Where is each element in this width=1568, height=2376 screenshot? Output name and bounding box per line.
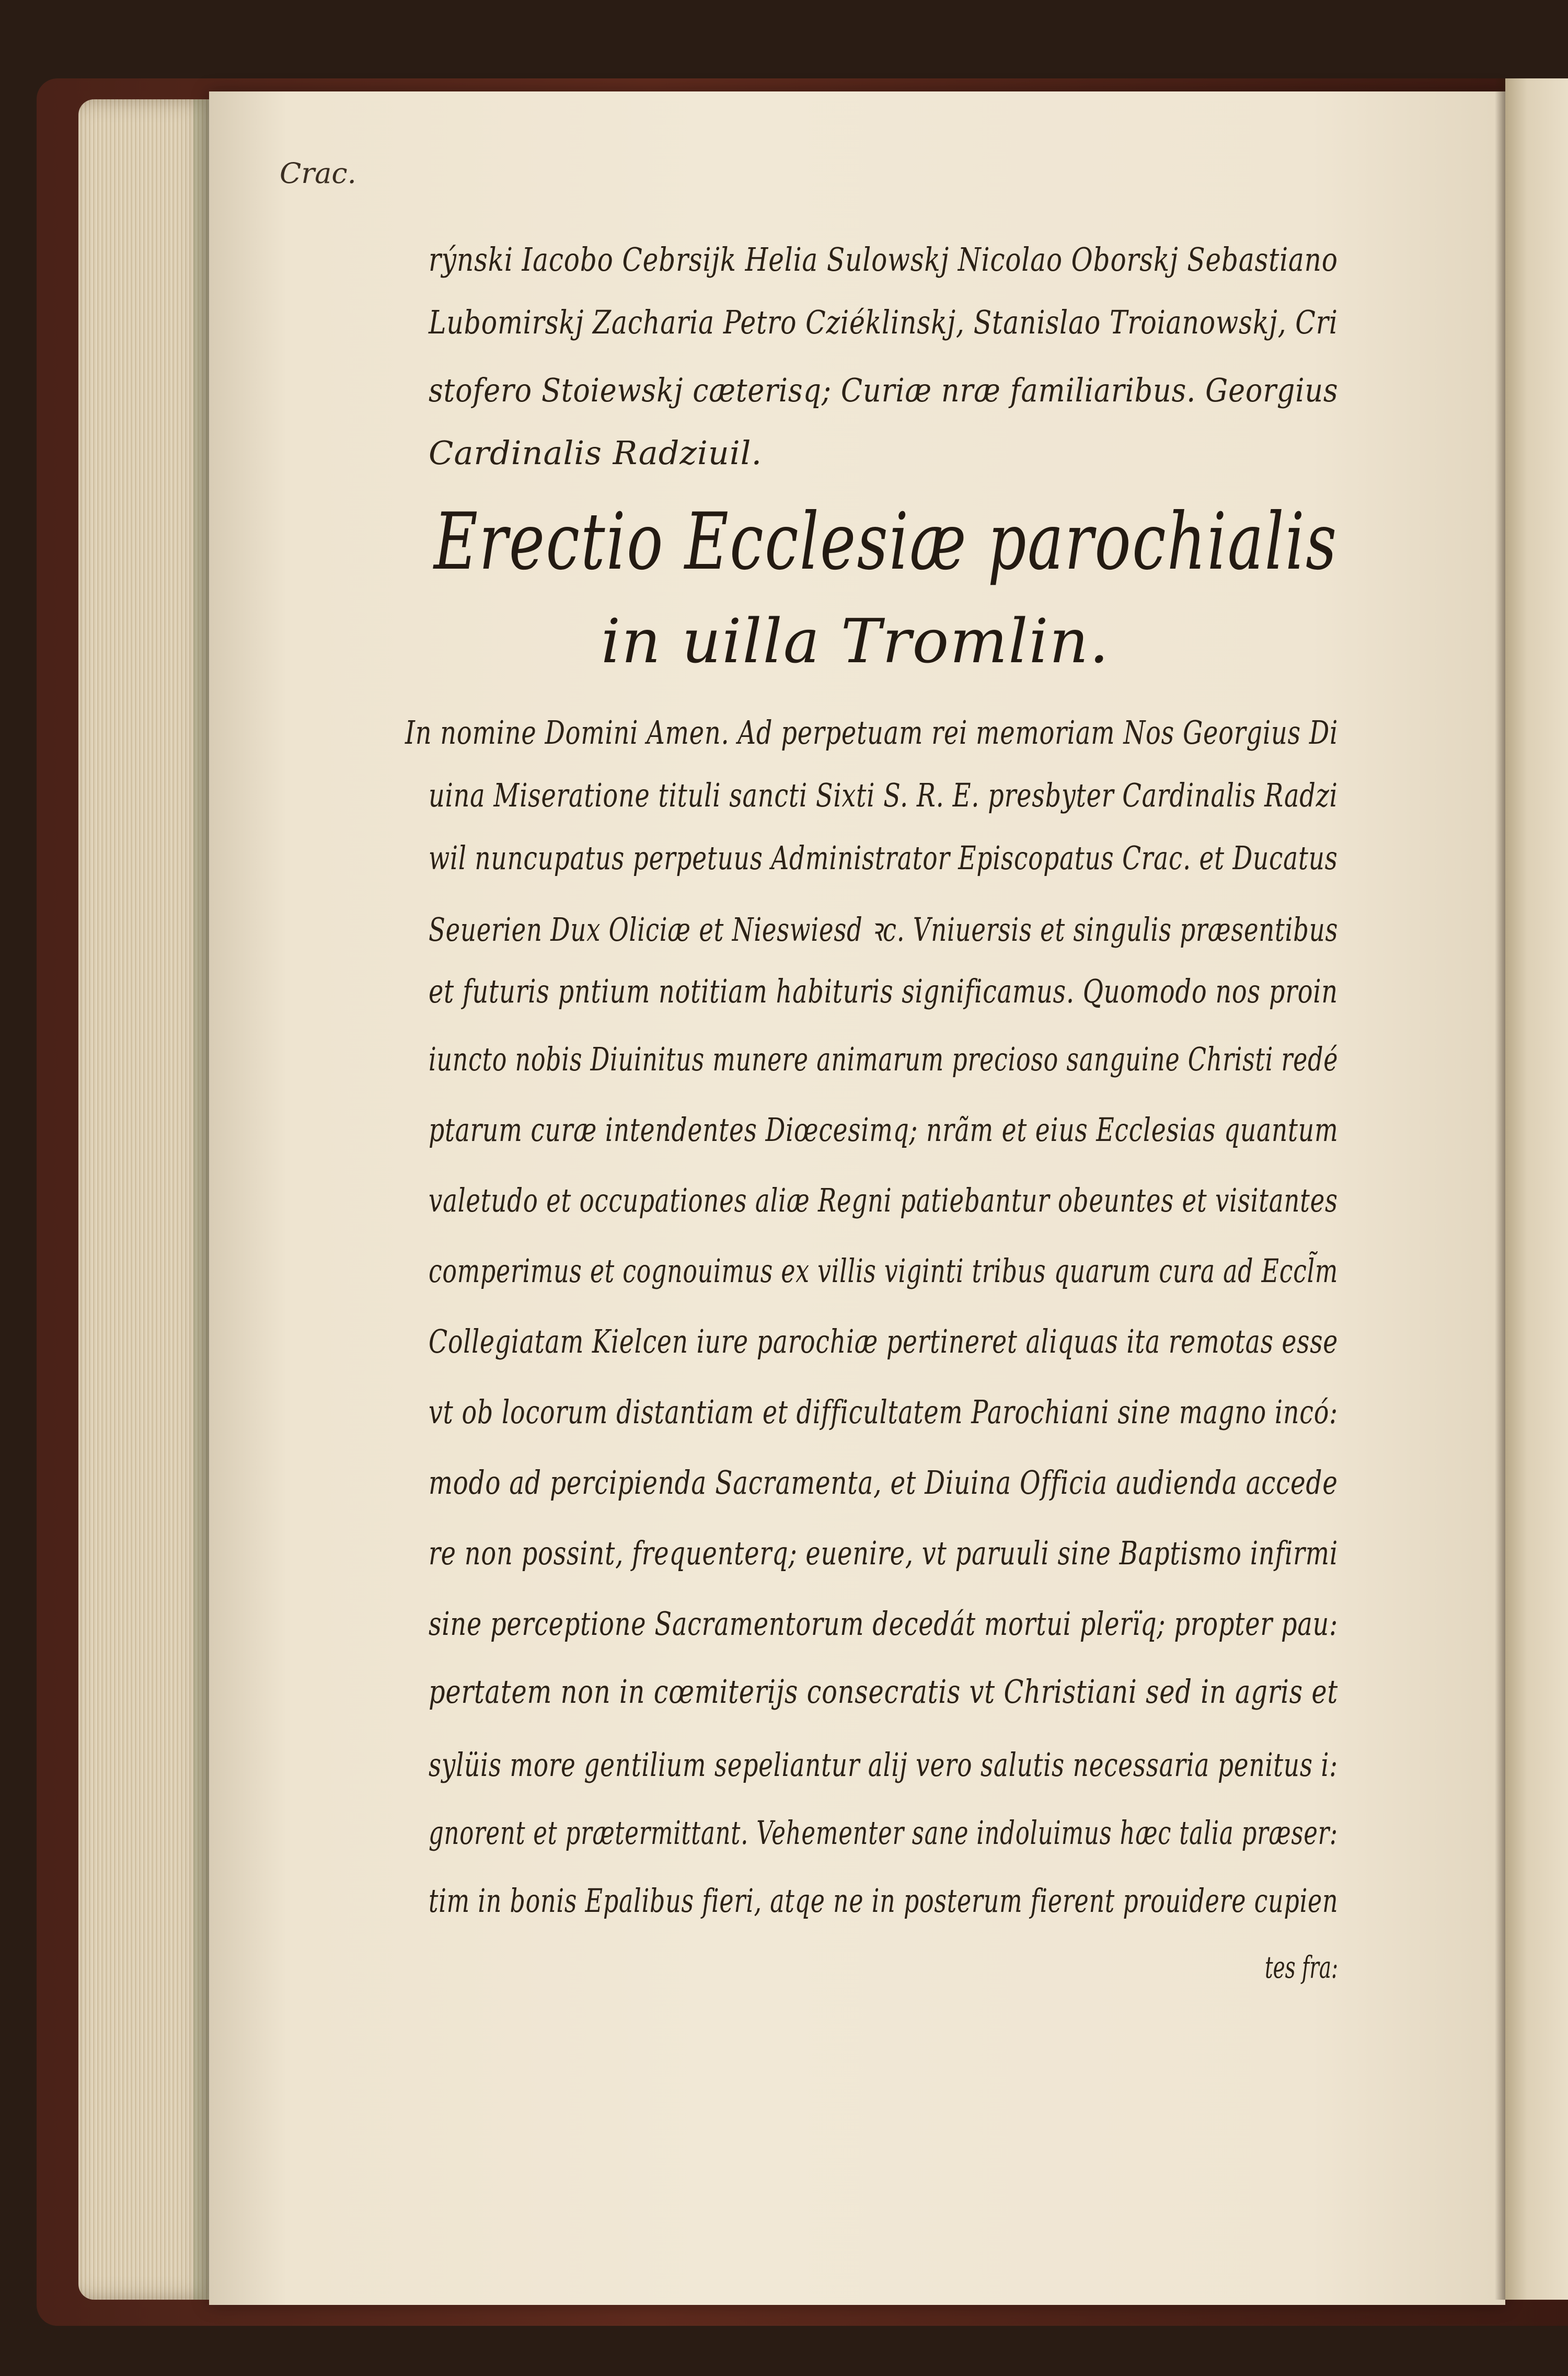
body-line: vt ob locorum distantiam et difficultatem Parochiani sine magno incó: xyxy=(429,1393,1338,1431)
body-line: Collegiatam Kielcen iure parochiæ pertineret aliquas ita remotas esse xyxy=(429,1322,1339,1360)
body-line: pertatem non in cœmiterijs consecratis vt Christiani sed in agris et xyxy=(429,1673,1339,1711)
body-line: re non possint, frequenterq; euenire, vt paruuli sine Baptismo infirmi xyxy=(429,1534,1338,1572)
intro-line: Cardinalis Radziuil. xyxy=(429,434,763,472)
body-line: et futuris pntium notitiam habituris significamus. Quomodo nos proin xyxy=(429,972,1338,1010)
body-line: modo ad percipienda Sacramenta, et Diuina Officia audienda accede xyxy=(429,1463,1338,1502)
body-line: tim in bonis Epalibus fieri, atqe ne in posterum fierent prouidere cupien xyxy=(429,1882,1339,1920)
body-line: sine perceptione Sacramentorum decedát mortui plerïq; propter pau: xyxy=(429,1605,1338,1643)
intro-line: stofero Stoiewskj cæterisq; Curiæ nræ familiaribus. Georgius xyxy=(429,371,1339,409)
page-edges xyxy=(78,99,214,2300)
intro-line: Lubomirskj Zacharia Petro Cziéklinskj, Stanislao Troianowskj, Cri xyxy=(429,303,1338,341)
body-line: wil nuncupatus perpetuus Administrator Episcopatus Crac. et Ducatus xyxy=(429,839,1338,877)
corner-label: Crac. xyxy=(280,157,356,190)
body-line: sylüis more gentilium sepeliantur alij vero salutis necessaria penitus i: xyxy=(429,1746,1338,1784)
body-line: In nomine Domini Amen. Ad perpetuam rei memoriam Nos Georgius Di xyxy=(405,713,1339,752)
body-line: ptarum curæ intendentes Diœcesimq; nrãm et eius Ecclesias quantum xyxy=(429,1111,1339,1149)
body-line: uina Miseratione tituli sancti Sixti S. R. E. presbyter Cardinalis Radzi xyxy=(429,776,1338,814)
body-line: gnorent et prætermittant. Vehementer sane indoluimus hæc talia præser: xyxy=(429,1814,1338,1852)
document-title: Erectio Ecclesiæ parochialis xyxy=(434,497,1338,587)
intro-line: rýnski Iacobo Cebrsijk Helia Sulowskj Nicolao Oborskj Sebastiano xyxy=(429,240,1338,279)
body-line: valetudo et occupationes aliæ Regni patiebantur obeuntes et visitantes xyxy=(429,1181,1338,1219)
body-line: Seuerien Dux Oliciæ et Nieswiesd ꝛc. Vniuersis et singulis præsentibus xyxy=(429,910,1339,949)
facing-page-edge xyxy=(1505,78,1568,2300)
catchword: tes fra: xyxy=(1265,1950,1339,1985)
body-line: iuncto nobis Diuinitus munere animarum precioso sanguine Christi redé xyxy=(429,1040,1339,1078)
document-subtitle: in uilla Tromlin. xyxy=(601,606,1110,677)
body-line: comperimus et cognouimus ex villis viginti tribus quarum cura ad Eccl̃m xyxy=(429,1252,1339,1290)
